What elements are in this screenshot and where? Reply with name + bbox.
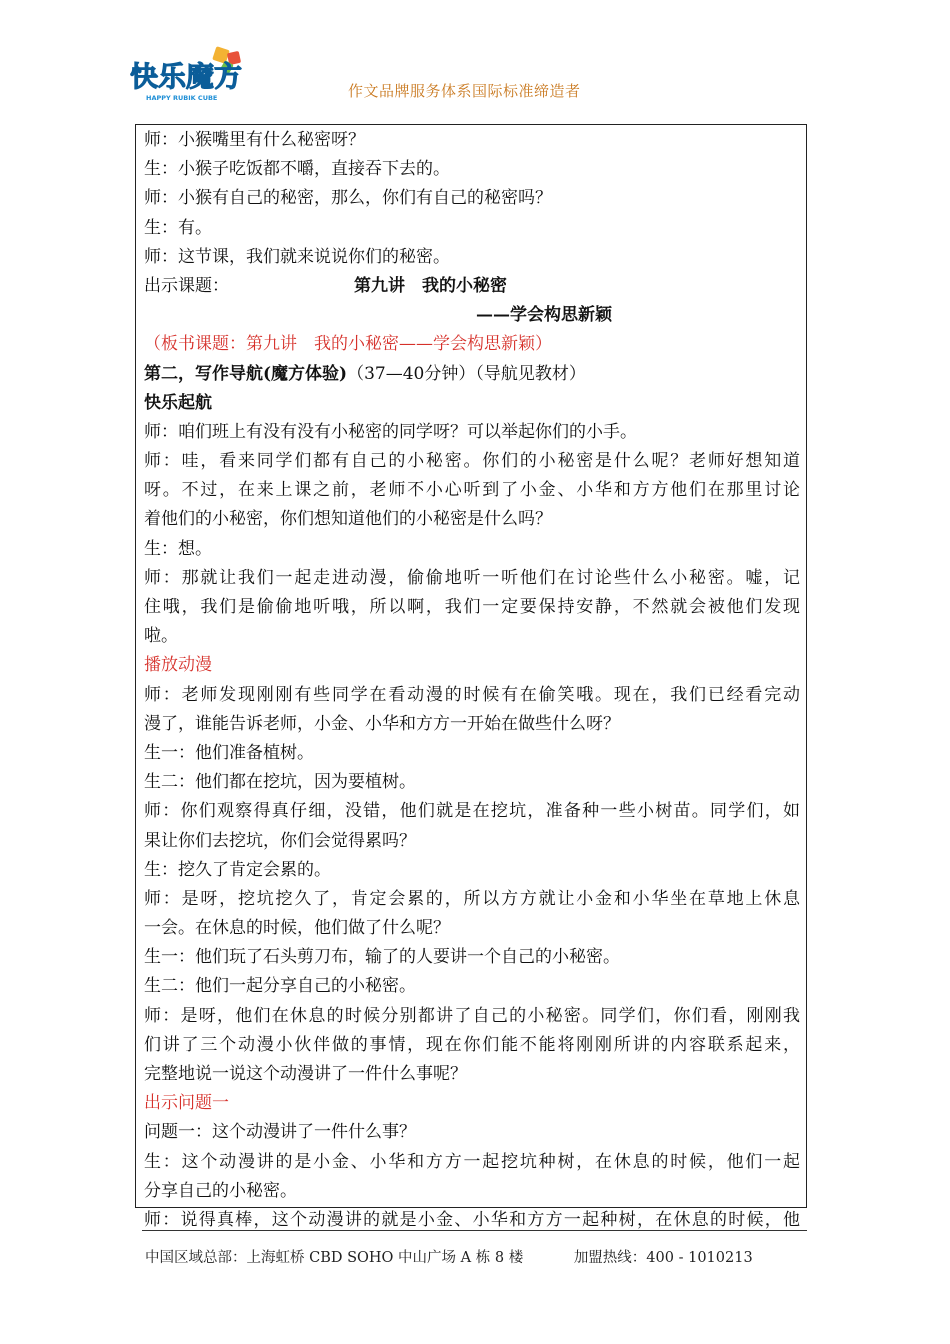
- content-line: [144, 827, 800, 856]
- line-text: 生：小猴子吃饭都不嚼，直接吞下去的。: [144, 159, 450, 180]
- content-line: [144, 972, 800, 1001]
- line-text: 着他们的小秘密，你们想知道他们的小秘密是什么吗？: [144, 509, 552, 530]
- content-line: [144, 885, 800, 914]
- content-line: [144, 418, 800, 447]
- footer-divider: [142, 1230, 807, 1231]
- line-text: 播放动漫: [144, 655, 212, 676]
- content-line: [144, 1118, 800, 1147]
- line-text: 一会。在休息的时候，他们做了什么呢？: [144, 918, 450, 939]
- line-text: 住哦，我们是偷偷地听哦，所以啊，我们一定要保持安静，不然就会被他们发现: [144, 597, 800, 617]
- content-line: [144, 330, 800, 359]
- brand-logo: [128, 46, 254, 104]
- lesson-title: 第九讲 我的小秘密: [354, 275, 507, 296]
- line-text: 师：说得真棒，这个动漫讲的就是小金、小华和方方一起种树，在休息的时候，他: [144, 1209, 800, 1230]
- content-line: [144, 476, 800, 505]
- content-line: [144, 681, 800, 710]
- line-text: 生：想。: [144, 538, 212, 559]
- content-line: [144, 389, 800, 418]
- content-line: [144, 1089, 800, 1118]
- content-line: [144, 914, 800, 943]
- content-line: [144, 768, 800, 797]
- line-text: 生一：他们玩了石头剪刀布，输了的人要讲一个自己的小秘密。: [144, 947, 620, 968]
- line-text: 呀。不过，在来上课之前，老师不小心听到了小金、小华和方方他们在那里讨论: [144, 480, 800, 501]
- content-line: [144, 739, 800, 768]
- logo-subtext: HAPPY RUBIK CUBE: [146, 94, 218, 102]
- content-line: [144, 447, 800, 476]
- line-text: 师：是呀，他们在休息的时候分别都讲了自己的小秘密。同学们，你们看，刚刚我: [144, 1005, 800, 1026]
- line-text: 生二：他们一起分享自己的小秘密。: [144, 976, 416, 997]
- content-line: [144, 535, 800, 564]
- lesson-subtitle: ——学会构思新颖: [476, 305, 612, 326]
- footer-hotline: 加盟热线：400 - 1010213: [573, 1250, 753, 1266]
- line-text: 师：小猴有自己的秘密，那么，你们有自己的秘密吗？: [144, 188, 552, 209]
- content-line: [144, 505, 800, 534]
- line-text: 师：咱们班上有没有没有小秘密的同学呀？可以举起你们的小手。: [144, 421, 637, 442]
- line-text: 出示问题一: [144, 1093, 229, 1114]
- line-text: 师：小猴嘴里有什么秘密呀？: [144, 130, 365, 150]
- line-text: （37—40分钟）（导航见教材）: [347, 363, 586, 384]
- content-line: [144, 301, 800, 330]
- line-text: （板书课题：第九讲 我的小秘密——学会构思新颖）: [144, 334, 552, 355]
- line-text: 师：这节课，我们就来说说你们的秘密。: [144, 246, 450, 267]
- line-text: 们讲了三个动漫小伙伴做的事情，现在你们能不能将刚刚所讲的内容联系起来，: [144, 1034, 800, 1055]
- content-line: [144, 184, 800, 213]
- content-line: [144, 1031, 800, 1060]
- content-line: [144, 360, 800, 389]
- content-line: [144, 1060, 800, 1089]
- content-line: [144, 710, 800, 739]
- line-text: 快乐起航: [144, 392, 212, 413]
- line-text: 生：有。: [144, 217, 212, 238]
- line-text: 出示课题：: [144, 275, 229, 296]
- line-text: 师：你们观察得真仔细，没错，他们就是在挖坑，准备种一些小树苗。同学们，如: [144, 801, 800, 822]
- content-line: [144, 155, 800, 184]
- logo-wordmark: 快乐魔方: [130, 60, 243, 93]
- content-line: [144, 1177, 800, 1206]
- content-line: [144, 126, 800, 155]
- content-line: [144, 651, 800, 680]
- section-heading: 第二，写作导航(魔方体验): [144, 363, 348, 384]
- content-line: [144, 564, 800, 593]
- content-line: [144, 243, 800, 272]
- lesson-content-box: [135, 124, 807, 1230]
- line-text: 问题一：这个动漫讲了一件什么事？: [144, 1122, 416, 1143]
- line-text: 完整地说一说这个动漫讲了一件什么事呢？: [144, 1064, 467, 1084]
- content-line: [144, 1148, 800, 1177]
- line-text: 漫了，谁能告诉老师，小金、小华和方方一开始在做些什么呀？: [144, 713, 620, 734]
- content-line: [144, 272, 800, 301]
- line-text: 啦。: [144, 626, 178, 647]
- content-line: [144, 943, 800, 972]
- line-text: 生二：他们都在挖坑，因为要植树。: [144, 772, 416, 793]
- header-slogan: 作文品牌服务体系国际标准缔造者: [348, 82, 581, 100]
- line-text: 师：老师发现刚刚有些同学在看动漫的时候有在偷笑哦。现在，我们已经看完动: [144, 684, 800, 705]
- line-text: 师：是呀，挖坑挖久了，肯定会累的，所以方方就让小金和小华坐在草地上休息: [144, 888, 800, 909]
- line-text: 生：挖久了肯定会累的。: [144, 859, 331, 880]
- line-text: 生：这个动漫讲的是小金、小华和方方一起挖坑种树，在休息的时候，他们一起: [144, 1151, 800, 1172]
- line-text: 分享自己的小秘密。: [144, 1180, 297, 1201]
- line-text: 师：哇，看来同学们都有自己的小秘密。你们的小秘密是什么呢？老师好想知道: [144, 451, 800, 472]
- line-text: 师：那就让我们一起走进动漫，偷偷地听一听他们在讨论些什么小秘密。嘘，记: [144, 567, 800, 588]
- footer: [145, 1246, 753, 1267]
- content-line: [144, 593, 800, 622]
- content-line: [144, 214, 800, 243]
- content-line: [144, 622, 800, 651]
- footer-address: 中国区域总部：上海虹桥 CBD SOHO 中山广场 A 栋 8 楼: [145, 1250, 524, 1266]
- content-line: [144, 856, 800, 885]
- line-text: 果让你们去挖坑，你们会觉得累吗？: [144, 830, 416, 851]
- content-line: [144, 1002, 800, 1031]
- content-line: [144, 797, 800, 826]
- line-text: 生一：他们准备植树。: [144, 742, 314, 763]
